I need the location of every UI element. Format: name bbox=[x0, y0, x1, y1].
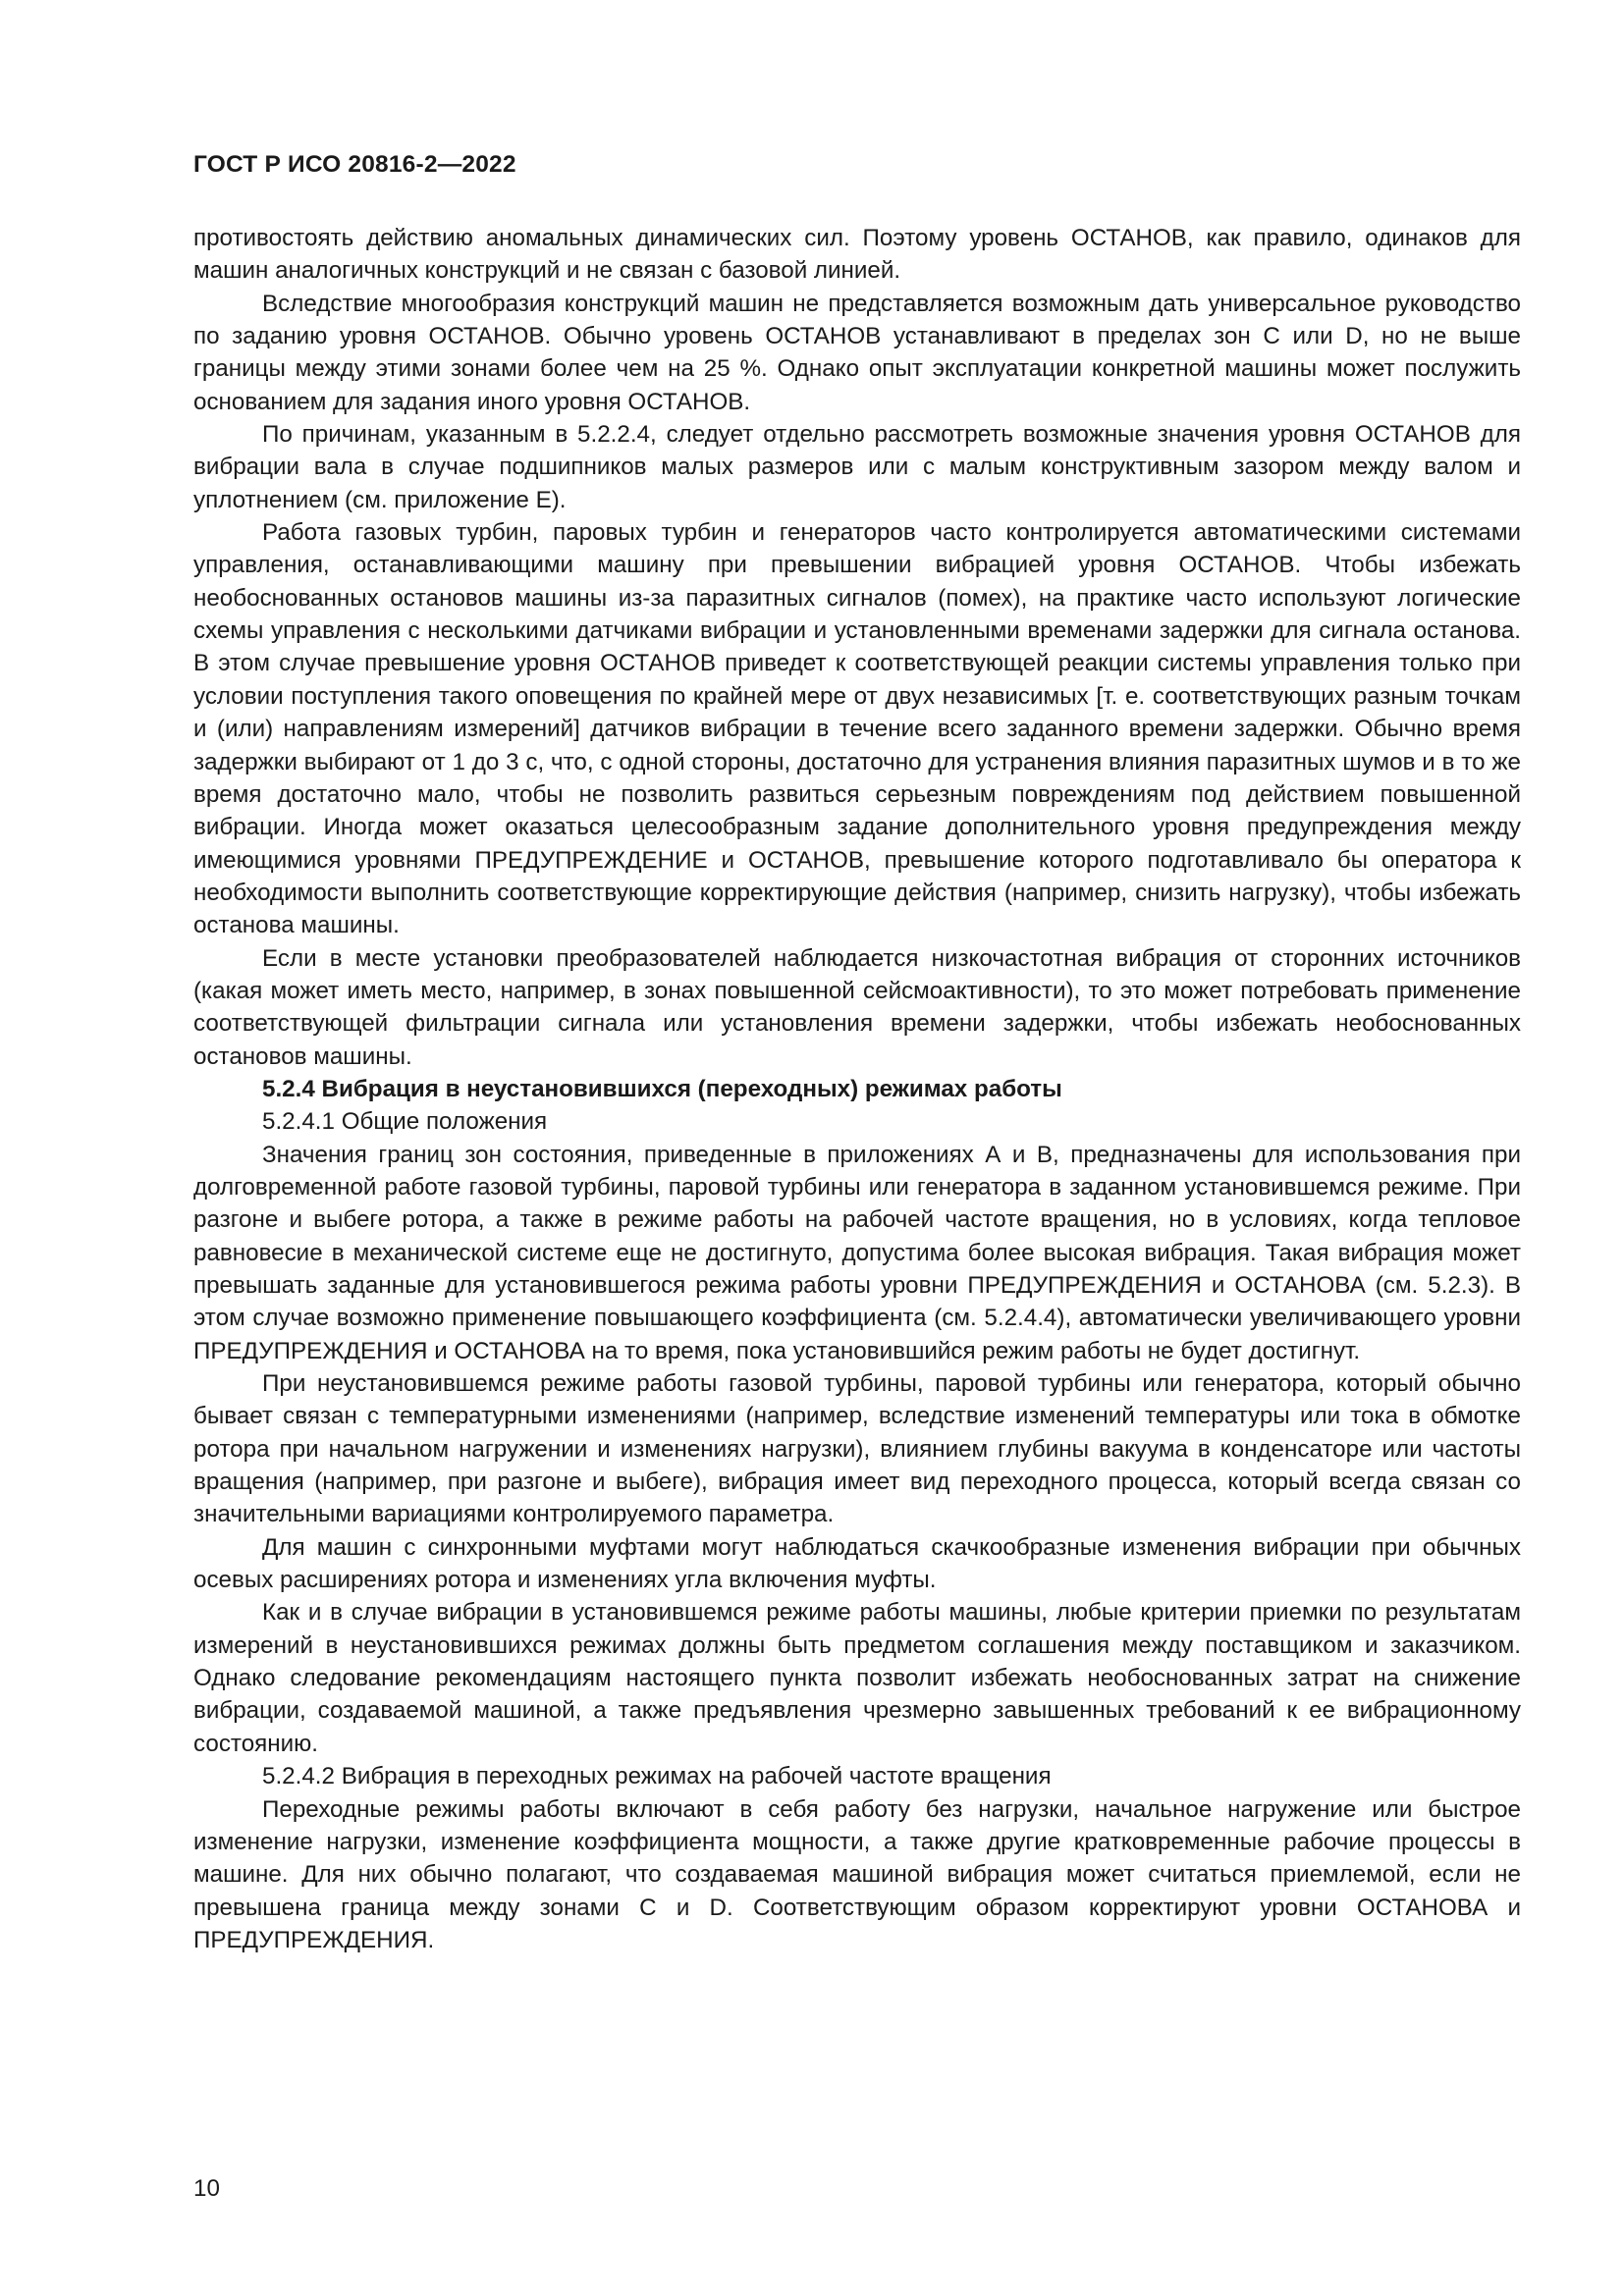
paragraph: Для машин с синхронными муфтами могут наблюдаться скачкообразные изменения вибрации при обычных осевых расширениях ротора и изменениях угла включения муфты. bbox=[193, 1533, 1521, 1594]
document-header: ГОСТ Р ИСО 20816-2—2022 bbox=[193, 151, 516, 178]
subsection-heading: 5.2.4.1 Общие положения bbox=[262, 1108, 548, 1136]
paragraph: Переходные режимы работы включают в себя работу без нагрузки, начальное нагружение или быстрое изменение нагрузки, изменение коэффициента мощности, а также другие кратковременные рабочие процессы в машине. Для них обычно полагают, что создаваемая машиной вибрация может считаться приемлемой, если не превышена граница между зонами С и D. Соответствующим образом корректируют уровни ОСТАНОВА и ПРЕДУПРЕЖДЕНИЯ. bbox=[193, 1795, 1521, 1953]
paragraph: По причинам, указанным в 5.2.2.4, следует отдельно рассмотреть возможные значения уровня ОСТАНОВ для вибрации вала в случае подшипников малых размеров или с малым конструктивным зазором между валом и уплотнением (см. приложение Е). bbox=[193, 421, 1521, 513]
paragraph: При неустановившемся режиме работы газовой турбины, паровой турбины или генератора, который обычно бывает связан с температурными изменениями (например, вследствие изменений температуры или тока в обмотке ротора при начальном нагружении и изменениях нагрузки), влиянием глубины вакуума в конденсаторе или частоты вращения (например, при разгоне и выбеге), вибрация имеет вид переходного процесса, который всегда связан со значительными вариациями контролируемого параметра. bbox=[193, 1370, 1521, 1528]
paragraph: Значения границ зон состояния, приведенные в приложениях А и В, предназначены для использования при долговременной работе газовой турбины, паровой турбины или генератора в заданном установившемся режиме. При разгоне и выбеге ротора, а также в режиме работы на рабочей частоте вращения, но в условиях, когда тепловое равновесие в механической системе еще не достигнуто, допустима более высокая вибрация. Такая вибрация может превышать заданные для установившегося режима работы уровни ПРЕДУПРЕЖДЕНИЯ и ОСТАНОВА (см. 5.2.3). В этом случае возможно применение повышающего коэффициента (см. 5.2.4.4), автоматически увеличивающего уровни ПРЕДУПРЕЖДЕНИЯ и ОСТАНОВА на то время, пока установившийся режим работы не будет достигнут. bbox=[193, 1141, 1521, 1364]
paragraph: Как и в случае вибрации в установившемся режиме работы машины, любые критерии приемки по результатам измерений в неустановившихся режимах должны быть предметом соглашения между поставщиком и заказчиком. Однако следование рекомендациям настоящего пункта позволит избежать необоснованных затрат на снижение вибрации, создаваемой машиной, а также предъявления чрезмерно завышенных требований к ее вибрационному состоянию. bbox=[193, 1599, 1521, 1757]
paragraph: Вследствие многообразия конструкций машин не представляется возможным дать универсальное руководство по заданию уровня ОСТАНОВ. Обычно уровень ОСТАНОВ устанавливают в пределах зон С или D, но не выше границы между этими зонами более чем на 25 %. Однако опыт эксплуатации конкретной машины может послужить основанием для задания иного уровня ОСТАНОВ. bbox=[193, 290, 1521, 415]
section-heading: 5.2.4 Вибрация в неустановившихся (переходных) режимах работы bbox=[262, 1075, 1062, 1102]
paragraph: противостоять действию аномальных динамических сил. Поэтому уровень ОСТАНОВ, как правило, одинаков для машин аналогичных конструкций и не связан с базовой линией. bbox=[193, 225, 1521, 285]
paragraph: Если в месте установки преобразователей наблюдается низкочастотная вибрация от сторонних источников (какая может иметь место, например, в зонах повышенной сейсмоактивности), то это может потребовать применение соответствующей фильтрации сигнала или установления времени задержки, чтобы избежать необоснованных остановов машины. bbox=[193, 944, 1521, 1070]
subsection-heading: 5.2.4.2 Вибрация в переходных режимах на рабочей частоте вращения bbox=[262, 1763, 1052, 1790]
paragraph: Работа газовых турбин, паровых турбин и генераторов часто контролируется автоматическими системами управления, останавливающими машину при превышении вибрацией уровня ОСТАНОВ. Чтобы избежать необоснованных остановов машины из-за паразитных сигналов (помех), на практике часто используют логические схемы управления с несколькими датчиками вибрации и установленными временами задержки для сигнала останова. В этом случае превышение уровня ОСТАНОВ приведет к соответствующей реакции системы управления только при условии поступления такого оповещения по крайней мере от двух независимых [т. е. соответствующих разным точкам и (или) направлениям измерений] датчиков вибрации в течение всего заданного времени задержки. Обычно время задержки выбирают от 1 до 3 с, что, с одной стороны, достаточно для устранения влияния паразитных шумов и в то же время достаточно мало, чтобы не позволить развиться серьезным повреждениям под действием повышенной вибрации. Иногда может оказаться целесообразным задание дополнительного уровня предупреждения между имеющимися уровнями ПРЕДУПРЕЖДЕНИЕ и ОСТАНОВ, превышение которого подготавливало бы оператора к необходимости выполнить соответствующие корректирующие действия (например, снизить нагрузку), чтобы избежать останова машины. bbox=[193, 519, 1521, 939]
page-number: 10 bbox=[193, 2175, 220, 2202]
document-body bbox=[193, 222, 1521, 1956]
